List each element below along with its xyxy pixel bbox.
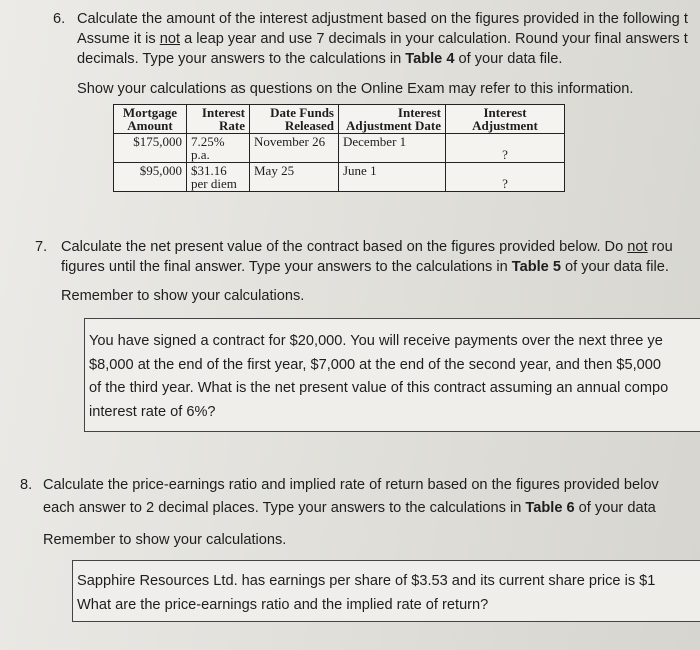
box-bottom-border — [84, 431, 700, 432]
header-interest-adjustment-date: Interest Adjustment Date — [339, 105, 446, 134]
question-7-number: 7. — [35, 239, 48, 255]
question-7-line-1: Calculate the net present value of the contract based on the figures provided below. Do not rou — [61, 239, 673, 255]
question-7-problem-text — [89, 330, 668, 424]
table-header-row — [114, 105, 565, 134]
question-8-line-2: each answer to 2 decimal places. Type your answers to the calculations in Table 6 of your data — [43, 500, 656, 516]
box-top-border — [72, 560, 700, 561]
question-6-line-3: decimals. Type your answers to the calculations in Table 4 of your data file. — [77, 51, 563, 67]
question-8-number: 8. — [20, 477, 33, 493]
cell-adjustment-date: June 1 — [339, 163, 446, 192]
cell-amount: $175,000 — [114, 134, 187, 163]
cell-rate: 7.25% p.a. — [187, 134, 250, 163]
question-6-number: 6. — [53, 11, 66, 27]
cell-rate: $31.16 per diem — [187, 163, 250, 192]
cell-adjustment-date: December 1 — [339, 134, 446, 163]
problem-line: $8,000 at the end of the first year, $7,000 at the end of the second year, and then $5,000 — [89, 356, 662, 373]
question-8-instruction: Remember to show your calculations. — [43, 532, 287, 548]
header-mortgage-amount: Mortgage Amount — [114, 105, 187, 134]
question-8 — [20, 475, 700, 551]
cell-adjustment: ? — [446, 134, 565, 163]
cell-amount: $95,000 — [114, 163, 187, 192]
question-7 — [35, 237, 700, 309]
box-left-border — [84, 318, 85, 431]
question-6-instruction: Show your calculations as questions on the Online Exam may refer to this information. — [77, 81, 634, 97]
table-row — [114, 134, 565, 163]
question-6 — [53, 9, 700, 97]
problem-line: of the third year. What is the net present value of this contract assuming an annual compo — [89, 380, 669, 396]
cell-released: May 25 — [250, 163, 339, 192]
question-6-line-1: Calculate the amount of the interest adjustment based on the figures provided in the following t — [77, 11, 688, 27]
problem-line: You have signed a contract for $20,000. You will receive payments over the next three ye — [89, 333, 663, 349]
question-6-line-2: Assume it is not a leap year and use 7 decimals in your calculation. Round your final answers t — [77, 31, 688, 47]
question-7-instruction: Remember to show your calculations. — [61, 288, 305, 304]
table-row — [114, 163, 565, 192]
header-interest-adjustment: Interest Adjustment — [446, 105, 565, 134]
box-bottom-border — [72, 621, 700, 622]
box-left-border — [72, 560, 73, 621]
question-8-line-1: Calculate the price-earnings ratio and implied rate of return based on the figures provided belov — [43, 477, 659, 493]
header-date-funds-released: Date Funds Released — [250, 105, 339, 134]
header-interest-rate: Interest Rate — [187, 105, 250, 134]
problem-line: What are the price-earnings ratio and the implied rate of return? — [77, 596, 489, 613]
cell-released: November 26 — [250, 134, 339, 163]
mortgage-table — [113, 104, 565, 192]
problem-line: Sapphire Resources Ltd. has earnings per share of $3.53 and its current share price is $1 — [77, 573, 656, 589]
box-top-border — [84, 318, 700, 319]
cell-adjustment: ? — [446, 163, 565, 192]
problem-line: interest rate of 6%? — [89, 403, 216, 420]
question-7-line-2: figures until the final answer. Type your answers to the calculations in Table 5 of your data file. — [61, 259, 669, 275]
question-8-problem-text — [77, 570, 655, 617]
